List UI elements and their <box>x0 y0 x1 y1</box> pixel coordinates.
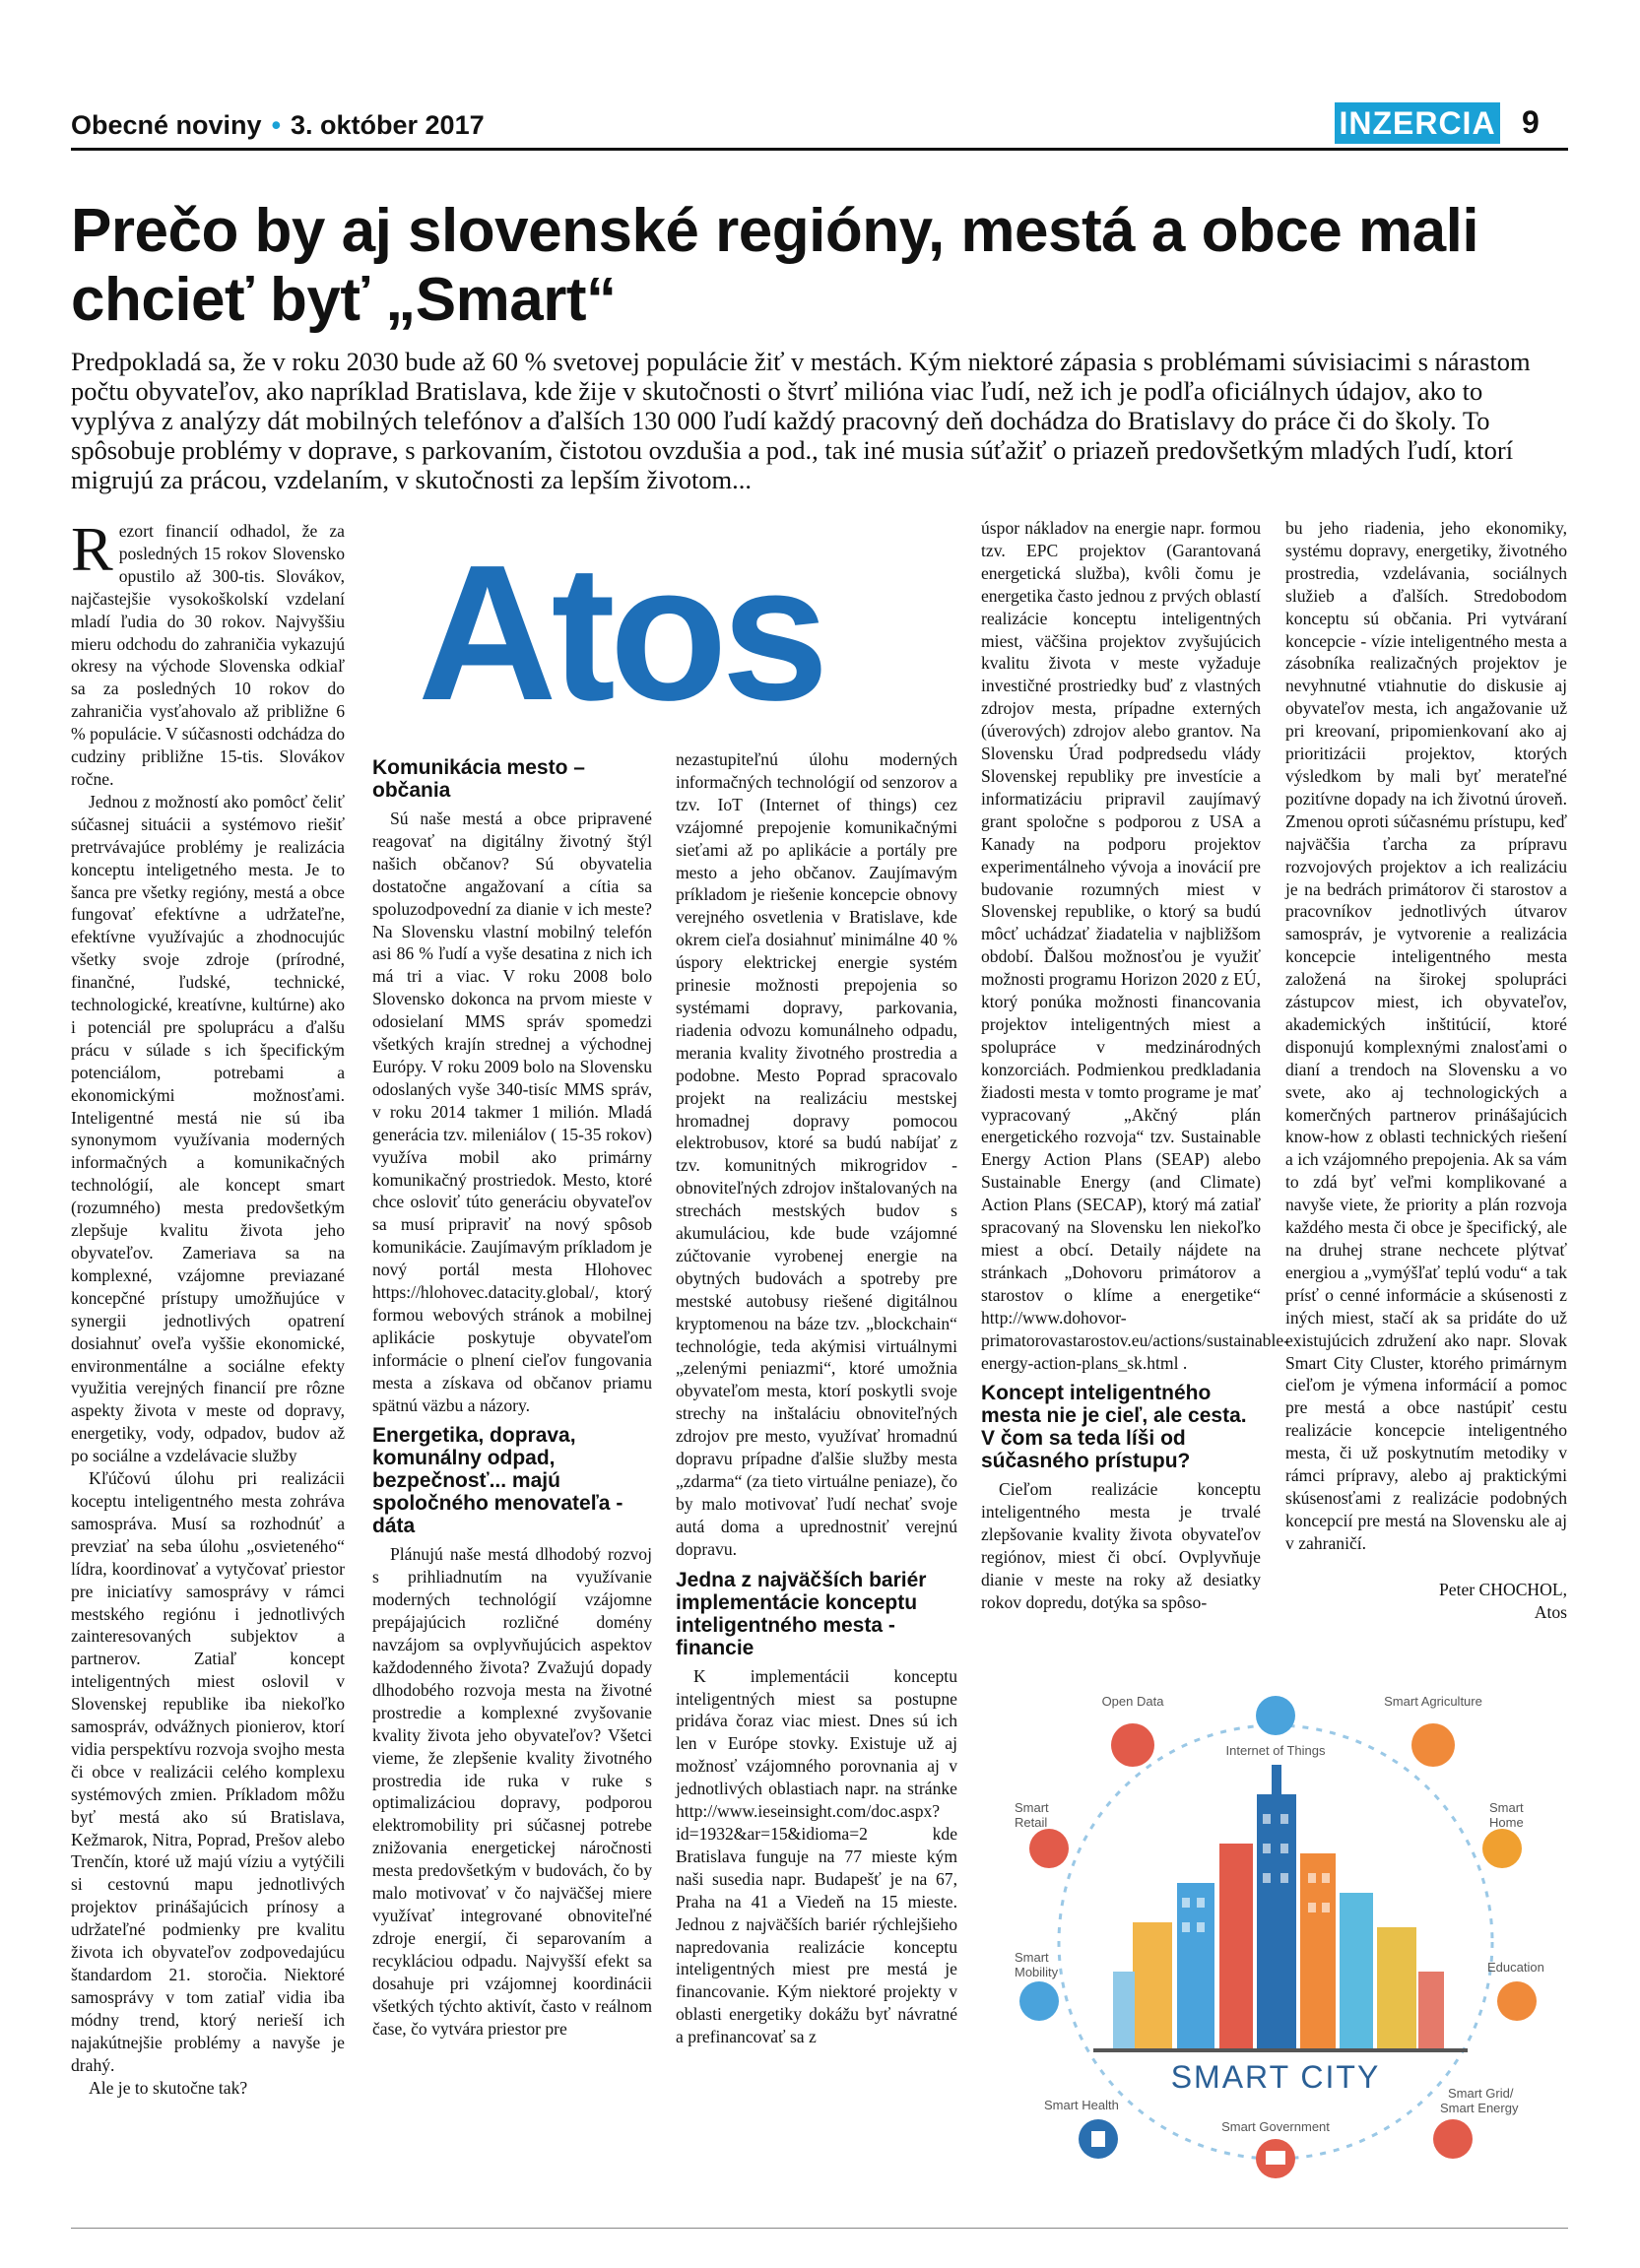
mobility-icon <box>1019 1981 1059 2021</box>
government-icon <box>1256 2139 1295 2178</box>
article-lead: Predpokladá sa, že v roku 2030 bude až 60 % svetovej populácie žiť v mestách. Kým niektoré zápasia s problémami súvisiacimi s nárastom počtu obyvateľov, ako napríklad Bratislava, kde žije v skutočnosti o štvrť milióna viac ľudí, než ich je podľa oficiálnych údajov, ako to vyplýva z analýzy dát mobilných telefónov a ďalších 130 000 ľudí každý pracovný deň dochádza do Bratislavy do práce či do školy. To spôsobuje problémy v doprave, s parkovaním, čistotou ovzdušia a pod., tak iné musia súťažiť o priazeň predovšetkým mladých ľudí, ktorí migrujú za prácou, vzdelaním, v skutočnosti za lepším životom... <box>71 347 1531 494</box>
label-government: Smart Government <box>1221 2119 1330 2134</box>
column-1 <box>71 514 345 2099</box>
section-badge: INZERCIA <box>1335 102 1500 144</box>
column-3 <box>676 748 957 2048</box>
health-icon <box>1079 2119 1118 2159</box>
subheading: Energetika, doprava, komunálny odpad, bezpečnosť... majú spoločného menovateľa - dáta <box>372 1424 623 1538</box>
paragraph: Plánujú naše mestá dlhodobý rozvoj s prihliadnutím na využívanie moderných technológií vzájomne prepájajúcich rozličné domény navzájom sa ovplyvňujúcich aspektov každodenného života? Zvažujú dopady dlhodobého rozvoja mesta na životné prostredie a komplexné zvyšovanie kvality života jeho obyvateľov? Všetci vieme, že zlepšenie kvality životného prostredia ide ruka v ruke s optimalizáciou dopravy, podporou elektromobility pri súčasnej potrebe znižovania energetickej náročnosti mesta predovšetkým v budovách, čo by malo motivovať v čo najväčšej miere využívať integrované obnoviteľné zdroje energií, či separovaním a recykláciou odpadu. Najvyšší efekt sa dosahuje pri vzájomnej koordinácii všetkých týchto aktivít, často v reálnom čase, čo vytvára priestor pre <box>372 1544 652 2039</box>
article-title: Prečo by aj slovenské regióny, mestá a obce mali chcieť byť „Smart“ <box>71 197 1479 334</box>
column-5 <box>1285 517 1567 1624</box>
subheading: Koncept inteligentného mesta nie je cieľ, ale cesta. V čom sa teda líši od súčasného prístupu? <box>981 1382 1247 1473</box>
paragraph: K implementácii konceptu inteligentných miest sa postupne pridáva čoraz viac miest. Dnes sú ich len v Európe stovky. Existuje už aj možnosť vzájomného porovnania aj v jednotlivých oblastiach napr. na stránke http://www.ieseinsight.com/doc.aspx?id=1932&ar=15&idioma=2 kde Bratislava funguje na 77 mieste kým naši susedia napr. Budapešť je na 67, Praha na 41 a Viedeň na 15 mieste. Jednou z najväčších bariér rýchlejšieho napredovania realizácie konceptu inteligentných miest pre mestá je financovanie. Kým niektoré projekty v oblasti energetiky dokážu byť návratné a prefinancovať sa z <box>676 1665 957 2047</box>
column-2 <box>372 748 652 2040</box>
paragraph: Sú naše mestá a obce pripravené reagovať na digitálny životný štýl našich občanov? Sú obyvatelia dostatočne angažovaní a cítia sa spoluzodpovední za dianie v ich meste? Na Slovensku vlastní mobilný telefón asi 86 % ľudí a vyše desatina z nich ich má tri a viac. V roku 2008 bolo Slovensko dokonca na prvom mieste v odosielaní MMS správ spomedzi všetkých krajín strednej a východnej Európy. V roku 2009 bolo na Slovensku odoslaných vyše 340-tisíc MMS správ, v roku 2014 takmer 1 milión. Mladá generácia tzv. mileniálov ( 15-35 rokov) využíva mobil ako primárny komunikačný prostriedok. Mesto, ktoré chce osloviť túto generáciu obyvateľov sa musí pripraviť na nový spôsob komunikácie. Zaujímavým príkladom je nový portál mesta Hlohovec https://hlohovec.datacity.global/, ktorý formou webových stránok a mobilnej aplikácie poskytuje obyvateľom informácie o plnení cieľov fungovania mesta a získava od občanov priamu spätnú väzbu a názory. <box>372 809 652 1415</box>
infographic-title: SMART CITY <box>1170 2059 1381 2095</box>
subheading: Jedna z najväčších bariér implementácie konceptu inteligentného mesta - financie <box>676 1568 927 1659</box>
separator-dot: • <box>271 110 282 140</box>
atos-logo-graphic <box>414 530 896 737</box>
label-mobility-2: Mobility <box>1015 1965 1059 1979</box>
author-org: Atos <box>1534 1601 1567 1622</box>
education-icon <box>1497 1981 1537 2021</box>
label-grid-2: Smart Energy <box>1440 2101 1519 2115</box>
subheading: Komunikácia mesto – občania <box>372 756 585 802</box>
label-home-2: Home <box>1489 1815 1524 1830</box>
header-rule <box>71 148 1568 151</box>
label-mobility-1: Smart <box>1015 1950 1049 1965</box>
paragraph: Ale je to skutočne tak? <box>89 2077 248 2098</box>
page-number: 9 <box>1522 104 1540 140</box>
label-agriculture: Smart Agriculture <box>1384 1694 1482 1709</box>
column-4 <box>981 517 1290 1614</box>
label-home-1: Smart <box>1489 1800 1524 1815</box>
drop-cap: R <box>71 514 113 584</box>
label-retail-1: Smart <box>1015 1800 1049 1815</box>
paragraph: Cieľom realizácie konceptu inteligentného mesta je trvalé zlepšovanie kvality života obyvateľov regiónov, miest či obcí. Ovplyvňuje dianie v meste na roky až desiatky rokov dopredu, dotýka sa spôso- <box>981 1479 1261 1612</box>
paragraph: nezastupiteľnú úlohu moderných informačných technológií od senzorov a tzv. IoT (Internet of things) cez vzájomné prepojenie komunikačnými sieťami až po aplikácie a portály pre mesto a jeho občanov. Zaujímavým príkladom je riešenie koncepcie obnovy verejného osvetlenia v Bratislave, kde okrem cieľa dosiahnuť minimálne 40 % úspory elektrickej energie systém prinesie možnosti prepojenia so systémami dopravy, parkovania, riadenia odvozu komunálneho odpadu, merania kvality životného prostredia a podobne. Mesto Poprad spracovalo projekt na realizáciu mestskej hromadnej dopravy pomocou elektrobusov, ktoré sa budú nabíjať z tzv. komunitných mikrogridov - obnoviteľných zdrojov inštalovaných na strechách mestských budov s akumuláciou, kde bude vzájomné zúčtovanie vyrobenej energie na obytných budovách a spotreby pre mestské autobusy riešené digitálnou kryptomenou na báze tzv. „blockchain“ technológie, teda akýmisi virtuálnymi „zelenými peniazmi“, ktoré umožnia obyvateľom mesta, ktorí poskytli svoje strechy na inštaláciu obnoviteľných zdrojov pre mesto, využívať hromadnú dopravu prípadne ďalšie služby mesta „zdarma“ (za tieto virtuálne peniaze), čo by malo motivovať ľudí nechať svoje autá doma a uprednostniť verejnú dopravu. <box>676 749 957 1559</box>
home-icon <box>1482 1829 1522 1868</box>
retail-icon <box>1029 1829 1069 1868</box>
label-health: Smart Health <box>1044 2098 1119 2112</box>
author-signature <box>1285 1579 1567 1624</box>
paragraph: bu jeho riadenia, jeho ekonomiky, systému dopravy, energetiky, životného prostredia, vzdelávania, sociálnych služieb a ďalších. Stredobodom konceptu sú občania. Pri vytváraní koncepcie - vízie inteligentného mesta a zásobníka realizačných projektov je nevyhnutné vtiahnutie do diskusie aj obyvateľov mesta, ich angažovanie už pri kreovaní, pripomienkovaní ako aj prioritizácii projektov, ktorých výsledkom by mali byť merateľné pozitívne dopady na ich životnú úroveň. Zmenou oproti súčasnému prístupu, keď najväčšia ťarcha za prípravu rozvojových projektov a ich realizáciu je na bedrách primátorov či starostov a pracovníkov jednotlivých útvarov samospráv, je vytvorenie a realizácia koncepcie inteligentného mesta založená na širokej spolupráci zástupcov miest, ich obyvateľov, akademických inštitúcií, ktoré disponujú komplexnými znalosťami o dianí a trendoch na Slovensku a vo svete, ako aj technologických a komerčných partnerov prinášajúcich know-how z oblasti technických riešení a ich vzájomného prepojenia. Ak sa vám to zdá byť veľmi komplikované a navyše viete, že priority a plán rozvoja každého mesta či obce je špecifický, ale na druhej strane nechcete plýtvať energiou a „vymýšľať teplú vodu“ a tak prísť o cenné informácie a skúsenosti z iných miest, stačí ak sa pridáte do už existujúcich združení ako napr. Slovak Smart City Cluster, ktorého primárnym cieľom je výmena informácií a pomoc pre mestá a obce nastúpiť cestu realizácie koncepcie inteligentného mesta, či už poskytnutím metodiky v rámci prípravy, alebo aj praktickými skúsenosťami z realizácie podobných koncepcií pre mestá na Slovensku ale aj v zahraničí. <box>1285 518 1567 1553</box>
paragraph <box>71 514 345 791</box>
author-name: Peter CHOCHOL, <box>1439 1579 1567 1599</box>
paragraph-text: ezort financií odhadol, že za posledných 15 rokov Slovensko opustilo až 300-tis. Slovákov, najčastejšie vysokoškolskí vzdelaní mladí ľudia do 30 rokov. Najvyššiu mieru odchodu do zahraničia vykazujú okresy na východe Slovenska odkiaľ sa za posledných 10 rokov do zahraničia vysťahovalo až približne 6 % populácie. V súčasnosti odchádza do cudziny približne 15-tis. Slovákov ročne. <box>71 521 345 789</box>
smart-city-infographic <box>985 1676 1566 2188</box>
grid-icon <box>1433 2119 1473 2159</box>
atos-logo <box>414 530 896 737</box>
smart-city-illustration <box>985 1676 1566 2188</box>
logo-text: Atos <box>418 530 823 737</box>
label-iot: Internet of Things <box>1225 1743 1326 1758</box>
paragraph: úspor nákladov na energie napr. formou tzv. EPC projektov (Garantovaná energetická služba), kvôli čomu je energetika často jednou z prvých oblastí realizácie konceptu inteligentných miest, väčšina projektov zvyšujúcich kvalitu života v meste vyžaduje investičné prostriedky buď z vlastných zdrojov mesta, prípadne externých (úverových) zdrojov alebo grantov. Na Slovensku Úrad podpredsedu vlády Slovenskej republiky pre investície a informatizáciu pripravil zaujímavý grant spoločne s podporou z USA a Kanady na podporu projektov experimentálneho vývoja a inovácií pre budovanie rozumných miest v Slovenskej republike, o ktorý sa budú môcť uchádzať žiadatelia v najbližšom období. Ďalšou možnosťou je využiť možnosti programu Horizon 2020 z EÚ, ktorý ponúka možnosti financovania projektov inteligentných miest a spolupráce v medzinárodných konzorciách. Podmienkou predkladania žiadosti mesta v tomto programe je mať vypracovaný „Akčný plán energetického rozvoja“ tzv. Sustainable Energy Action Plans (SEAP) alebo Sustainable Energy (and Climate) Action Plans (SECAP), ktorý má zatiaľ spracovaný na Slovensku len niekoľko miest a obcí. Detaily nájdete na stránkach „Dohovoru primátorov a starostov o klíme a energetike“ http://www.dohovor-primatorovastarostov.eu/actions/sustainable-energy-action-plans_sk.html . <box>981 518 1290 1373</box>
masthead <box>71 110 485 141</box>
paper-name: Obecné noviny <box>71 110 262 140</box>
label-grid-1: Smart Grid/ <box>1448 2086 1514 2101</box>
label-education: Education <box>1487 1960 1544 1975</box>
iot-icon <box>1256 1696 1295 1735</box>
footer-rule <box>71 2228 1568 2229</box>
issue-date: 3. október 2017 <box>291 110 485 140</box>
paragraph: Jednou z možností ako pomôcť čeliť súčasnej situácii a systémovo riešiť pretrvávajúce problémy je realizácia konceptu inteligetného mesta. Je to šanca pre všetky regióny, mestá a obce fungovať efektívne a udržateľne, efektívne využívajúc a zhodnocujúc všetky svoje zdroje (prírodné, finančné, ľudské, technické, technologické, kreatívne, kultúrne) ako i potenciál pre spoluprácu a ďalšu prácu v súlade s ich špecifickým potenciálom, potrebami a ekonomickými možnosťami. Inteligentné mestá nie sú iba synonymom využívania moderných informačných a komunikačných technológií, ale koncept smart (rozumného) mesta predovšetkým zlepšuje kvalitu života jeho obyvateľov. Zameriava sa na komplexné, vzájomne previazané koncepčné prístupy umožňujúce v synergii jednotlivých opatrení dosiahnuť oveľa vyššie ekonomické, environmentálne a sociálne efekty využitia verejných financií pre rôzne aspekty života v meste od dopravy, energetiky, vody, odpadov, budov až po sociálne a vzdelávacie služby <box>71 791 345 1466</box>
open-data-icon <box>1111 1723 1154 1767</box>
city-skyline <box>1093 1765 1468 2052</box>
agriculture-icon <box>1411 1723 1455 1767</box>
label-retail-2: Retail <box>1015 1815 1048 1830</box>
label-open-data: Open Data <box>1101 1694 1164 1709</box>
paragraph: Kľúčovú úlohu pri realizácii koceptu inteligentného mesta zohráva samospráva. Musí sa rozhodnúť a prevziať na seba úlohu „osvieteného“ lídra, koordinovať a vytyčovať priestor pre iniciatívy samosprávy v rámci mestského regiónu i jednotlivých zainteresovaných subjektov a partnerov. Zatiaľ koncept inteligentných miest oslovil v Slovenskej republike iba niekoľko samospráv, odvážnych pionierov, ktorí vidia perspektívu rozvoja svojho mesta či obce v realizácii celého komplexu systémových zmien. Príkladom môžu byť mestá ako sú Bratislava, Kežmarok, Nitra, Poprad, Prešov alebo Trenčín, ktoré už majú víziu a vytýčili si cestovnú mapu jednotlivých projektov prinášajúcich prínosy a udržateľné podmienky pre kvalitu života ich obyvateľov zodpovedajúcu štandardom 21. storočia. Niektoré samosprávy v tom zatiaľ vidia iba módny trend, ktorý nerieší ich najakútnejšie problémy a navyše je drahý. <box>71 1468 345 2075</box>
